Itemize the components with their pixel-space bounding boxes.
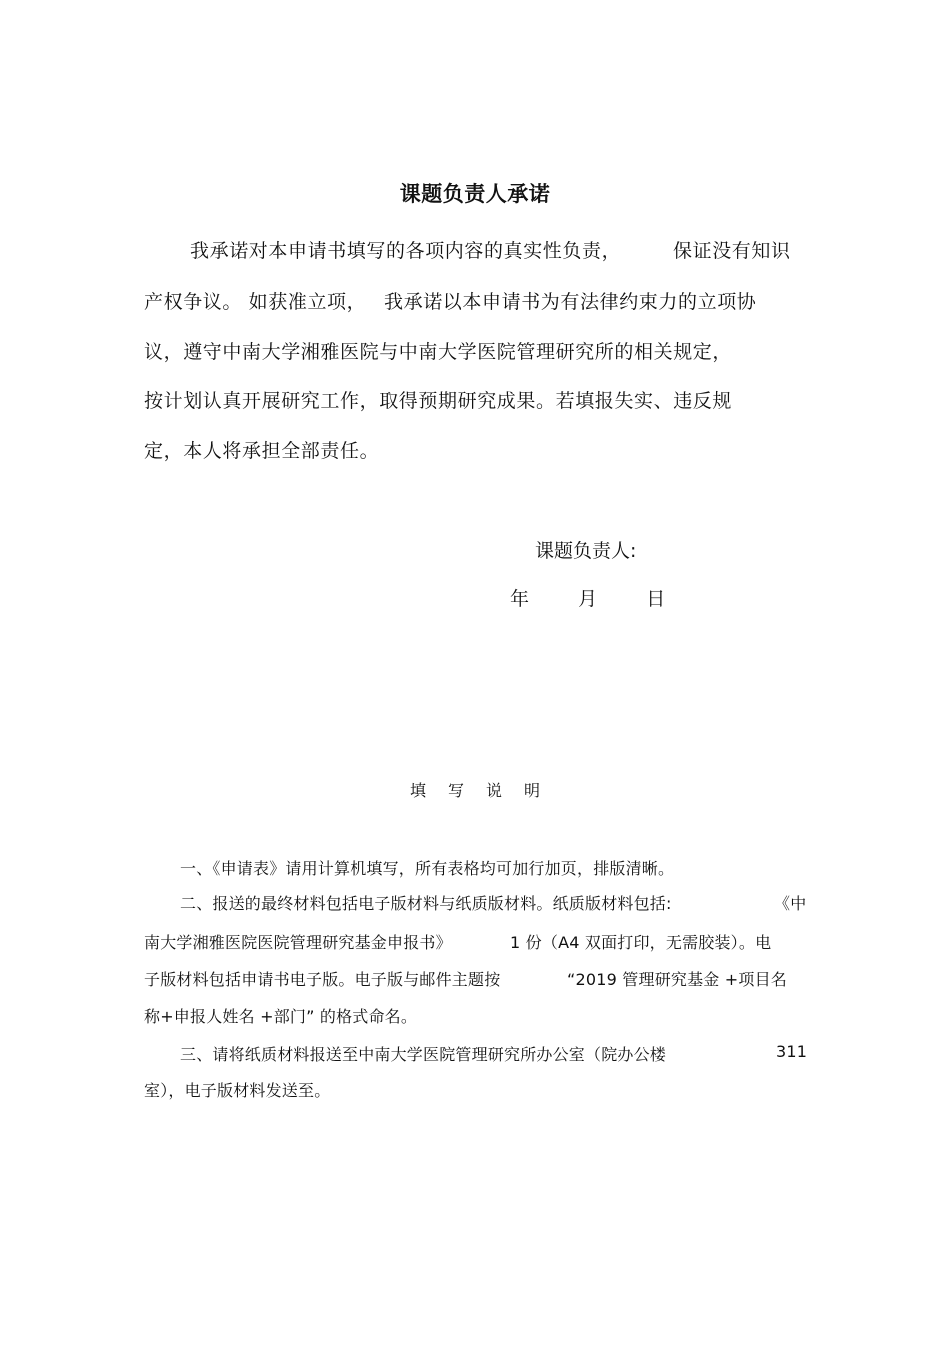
signature-label: 课题负责人: — [535, 540, 637, 562]
instruction-item-3b: 311 — [776, 1042, 808, 1061]
pledge-line-2a: 产权争议。 如获准立项， — [144, 291, 367, 313]
pledge-line-5: 定，本人将承担全部责任。 — [144, 440, 380, 462]
instruction-item-2d: 1 份（A4 双面打印，无需胶装）。电 — [510, 933, 772, 952]
instruction-item-2e: 子版材料包括申请书电子版。电子版与邮件主题按 — [144, 970, 501, 989]
instruction-item-2g: 称+申报人姓名 +部门” 的格式命名。 — [144, 1007, 418, 1026]
instruction-item-2c: 南大学湘雅医院医院管理研究基金申报书》 — [144, 933, 452, 952]
instruction-item-2a: 二、报送的最终材料包括电子版材料与纸质版材料。纸质版材料包括: — [180, 894, 672, 913]
instruction-item-2f: “2019 管理研究基金 +项目名 — [567, 970, 787, 989]
instruction-item-3c: 室），电子版材料发送至。 — [144, 1081, 331, 1100]
pledge-line-3: 议，遵守中南大学湘雅医院与中南大学医院管理研究所的相关规定， — [144, 341, 733, 363]
instructions-title: 填写说明 — [409, 781, 562, 800]
pledge-line-4: 按计划认真开展研究工作，取得预期研究成果。若填报失实、违反规 — [144, 390, 733, 412]
date-line — [510, 584, 665, 611]
instruction-item-2b: 《中 — [774, 894, 807, 913]
date-year: 年 — [510, 588, 530, 610]
instruction-item-3a: 三、请将纸质材料报送至中南大学医院管理研究所办公室（院办公楼 — [180, 1045, 667, 1064]
date-month: 月 — [578, 588, 598, 610]
date-day: 日 — [646, 588, 666, 610]
pledge-line-1b: 保证没有知识 — [673, 240, 791, 262]
pledge-line-1a: 我承诺对本申请书填写的各项内容的真实性负责， — [190, 240, 622, 262]
pledge-title: 课题负责人承诺 — [399, 182, 551, 206]
instruction-item-1: 一、《申请表》请用计算机填写，所有表格均可加行加页，排版清晰。 — [180, 859, 675, 878]
pledge-line-2b: 我承诺以本申请书为有法律约束力的立项协 — [384, 291, 757, 313]
